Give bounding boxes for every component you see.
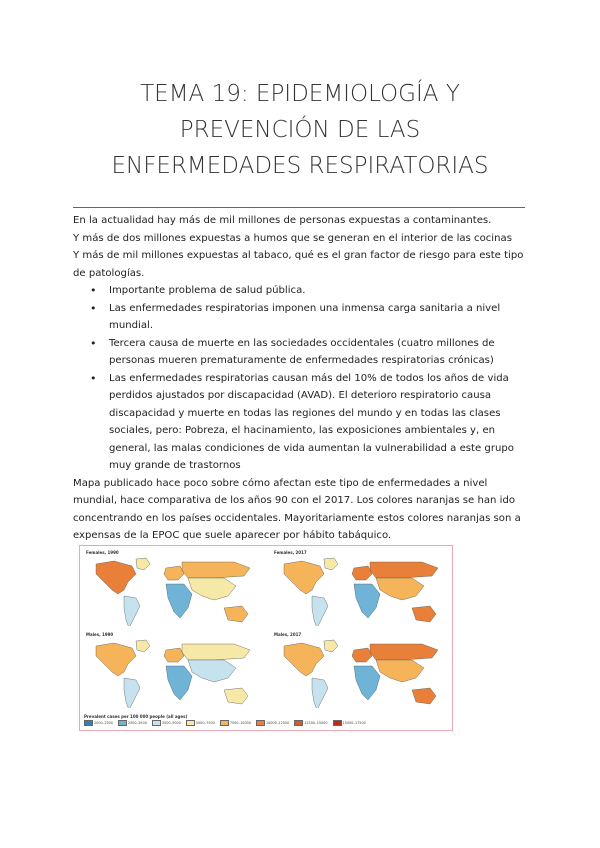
intro-paragraph-2: Y más de dos millones expuestas a humos que se generan en el interior de las cocinas [73, 232, 512, 244]
world-map-figure [79, 545, 453, 731]
title-line-2: PREVENCIÓN DE LAS [179, 117, 421, 143]
intro-paragraph-3: Y más de mil millones expuestas al tabaco, qué es el gran factor de riesgo para este tipo de patologías. [73, 250, 524, 279]
legend-swatch [294, 720, 303, 726]
legend-label: 5000–7500 [195, 721, 215, 725]
panel-label: Males, 2017 [274, 632, 302, 637]
legend-item [118, 720, 147, 726]
legend-label: 2500–3500 [127, 721, 147, 725]
map-region [182, 562, 250, 578]
panel-label: Males, 1990 [86, 632, 114, 637]
map-panel [84, 632, 262, 708]
legend-row [84, 720, 366, 726]
bullet-list [73, 282, 533, 475]
list-item: • Tercera causa de muerte en las sociedades occidentales (cuatro millones de personas mueren prematuramente de enfermedades respiratorias crónicas) [109, 335, 533, 370]
legend-label: 3500–5000 [161, 721, 181, 725]
legend-label: 15000–17500 [342, 721, 366, 725]
legend-item [256, 720, 289, 726]
legend-label: 7500–10000 [229, 721, 251, 725]
list-item: • Las enfermedades respiratorias causan más del 10% de todos los años de vida perdidos ajustados por discapacidad (AVAD). El deterioro respiratorio causa discapacidad y muerte en todas las regiones del mundo y en todas las clases sociales, pero: Pobreza, el hacinamiento, las exposiciones ambientales y, en general, las malas condiciones de vida aumentan la vulnerabilidad a este grupo muy grande de trastornos [109, 370, 533, 475]
map-region [370, 644, 438, 660]
legend-swatch [256, 720, 265, 726]
legend-item [333, 720, 366, 726]
world-map-image [84, 632, 262, 708]
legend-item [220, 720, 251, 726]
world-map-image [272, 550, 450, 626]
intro-paragraph-1: En la actualidad hay más de mil millones de personas expuestas a contaminantes. [73, 215, 492, 226]
world-map-image [84, 550, 262, 626]
page-title [60, 76, 540, 184]
world-map-image [272, 632, 450, 708]
legend-item [294, 720, 327, 726]
closing-paragraph: Mapa publicado hace poco sobre cómo afectan este tipo de enfermedades a nivel mundial, hace comparativa de los años 90 con el 2017. Los colores naranjas se han ido concentrando en los países occidentales. Mayoritariamente estos colores naranjas son a expensas de la EPOC que suele aparecer por hábito tabáquico. [73, 477, 521, 541]
legend-label: 10000–12500 [265, 721, 290, 725]
list-item: • Importante problema de salud pública. [109, 282, 533, 300]
map-region [182, 644, 250, 660]
map-panel [84, 550, 262, 626]
legend-swatch [333, 720, 342, 726]
legend-item [152, 720, 181, 726]
legend-swatch [152, 720, 161, 726]
panel-label: Females, 2017 [274, 550, 307, 555]
list-item: • Las enfermedades respiratorias imponen una inmensa carga sanitaria a nivel mundial. [109, 300, 533, 335]
legend-swatch [220, 720, 229, 726]
legend-swatch [186, 720, 195, 726]
legend-item [84, 720, 113, 726]
legend-label: 12500–15000 [304, 721, 328, 725]
map-panel [272, 632, 450, 708]
map-legend [84, 714, 450, 730]
document-body [73, 212, 533, 545]
title-divider [73, 207, 525, 208]
legend-item [186, 720, 215, 726]
title-line-3: ENFERMEDADES RESPIRATORIAS [111, 153, 489, 179]
map-panel [272, 550, 450, 626]
legend-label: 2000–2500 [94, 721, 113, 725]
map-region [370, 562, 438, 578]
panel-label: Females, 1990 [86, 550, 119, 555]
title-line-1: TEMA 19: EPIDEMIOLOGÍA Y [140, 81, 460, 107]
legend-swatch [84, 720, 93, 726]
legend-title: Prevalent cases per 100 000 people (all ages) [84, 714, 188, 719]
legend-swatch [118, 720, 127, 726]
